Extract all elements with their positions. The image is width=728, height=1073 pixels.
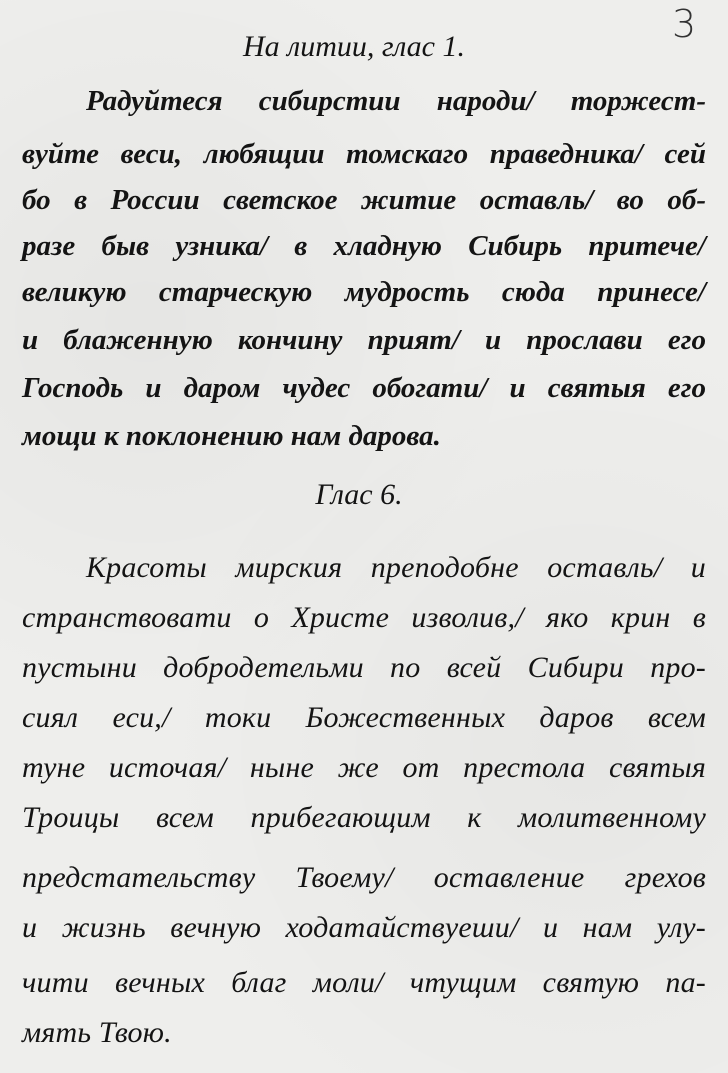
paragraph-1-line: мощи к поклонению нам дарова.: [22, 420, 441, 452]
paragraph-2-line: предстательству Твоему/ оставление грехов: [22, 861, 706, 894]
paragraph-1-line: Радуйтеся сибирстии народи/ торжест-: [86, 85, 706, 117]
paragraph-1-line: Господь и даром чудес обогати/ и святыя его: [22, 372, 706, 404]
heading-tone-6: Глас 6.: [315, 478, 403, 511]
paragraph-1-line: вуйте веси, любящии томскаго праведника/ сей: [22, 138, 706, 170]
heading-litiya-tone-1: На литии, глас 1.: [243, 30, 465, 63]
paragraph-1-line: разе быв узника/ в хладную Сибирь притече/: [22, 230, 706, 262]
paragraph-2-line: туне источая/ ныне же от престола святыя: [22, 751, 706, 784]
paragraph-1-line: и блаженную кончину прият/ и прослави его: [22, 324, 706, 356]
paragraph-2-line: пустыни добродетельми по всей Сибири про-: [22, 651, 706, 684]
paragraph-2-line: мять Твою.: [22, 1016, 172, 1049]
paragraph-2-line: Троицы всем прибегающим к молитвенному: [22, 801, 706, 834]
page-number: 3: [672, 2, 697, 46]
paragraph-1-line: великую старческую мудрость сюда принесе/: [22, 276, 706, 308]
paragraph-2-line: и жизнь вечную ходатайствуеши/ и нам улу-: [22, 911, 706, 944]
paragraph-2-line: сиял еси,/ токи Божественных даров всем: [22, 701, 706, 734]
paragraph-2-line: странствовати о Христе изволив,/ яко крин в: [22, 601, 706, 634]
paragraph-2-line: чити вечных благ моли/ чтущим святую па-: [22, 966, 706, 999]
paragraph-2-line: Красоты мирския преподобне оставль/ и: [86, 551, 706, 584]
paragraph-1-line: бо в России светское житие оставль/ во об-: [22, 184, 706, 216]
